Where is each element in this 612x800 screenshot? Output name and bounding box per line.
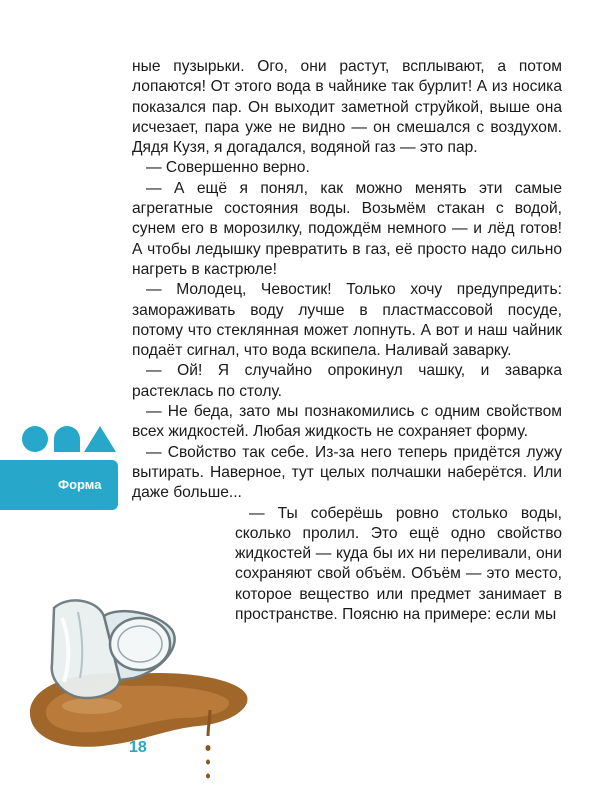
page-number: 18 xyxy=(129,739,147,756)
paragraph-2: — Совершенно верно. xyxy=(146,159,310,177)
paragraph-3: — А ещё я понял, как можно менять эти самые агрегатные состояния воды. Возьмём стакан с водой, сунем его в морозилку, подождём немного — и лёд готов! А чтобы ледышку превратить в газ, её просто надо сильно нагреть в кастрюле! xyxy=(132,179,562,278)
paragraph-5: — Ой! Я случайно опрокинул чашку, и заварка растеклась по столу. xyxy=(132,362,562,400)
paragraph-7: — Свойство так себе. Из-за него теперь придётся лужу вытирать. Наверное, тут целых полчашки наберётся. Или даже больше... xyxy=(132,443,562,502)
paragraph-6: — Не беда, зато мы познакомились с одним свойством всех жидкостей. Любая жидкость не сохраняет форму. xyxy=(132,403,562,441)
main-text xyxy=(132,57,562,625)
half-circle-icon xyxy=(54,426,80,452)
paragraph-8: — Ты соберёшь ровно столько воды, сколько пролил. Это ещё одно свойство жидкостей — куда бы их ни переливали, они сохраняют свой объём. Объём — это место, которое вещество или предмет занимает в пространстве. Поясню на примере: если мы xyxy=(235,504,562,624)
spilled-glass-icon xyxy=(22,578,252,783)
shape-icons xyxy=(22,426,118,452)
paragraph-4: — Молодец, Чевостик! Только хочу предупредить: замораживать воду лучше в пластмассовой посуде, потому что стеклянная может лопнуть. А вот и наш чайник подаёт сигнал, что вода вскипела. Наливай заварку. xyxy=(132,281,562,360)
circle-icon xyxy=(22,426,48,452)
paragraph-1: ные пузырьки. Ого, они растут, всплывают, а потом лопаются! От этого вода в чайнике так бурлит! А из носика показался пар. Он выходит заметной струйкой, выше она исчезает, пара уже не видно — он смешался с воздухом. Дядя Кузя, я догадался, водяной газ — это пар. xyxy=(132,58,562,157)
triangle-icon xyxy=(84,426,116,452)
section-tab xyxy=(0,460,118,510)
section-tab-label: Форма xyxy=(58,477,102,492)
